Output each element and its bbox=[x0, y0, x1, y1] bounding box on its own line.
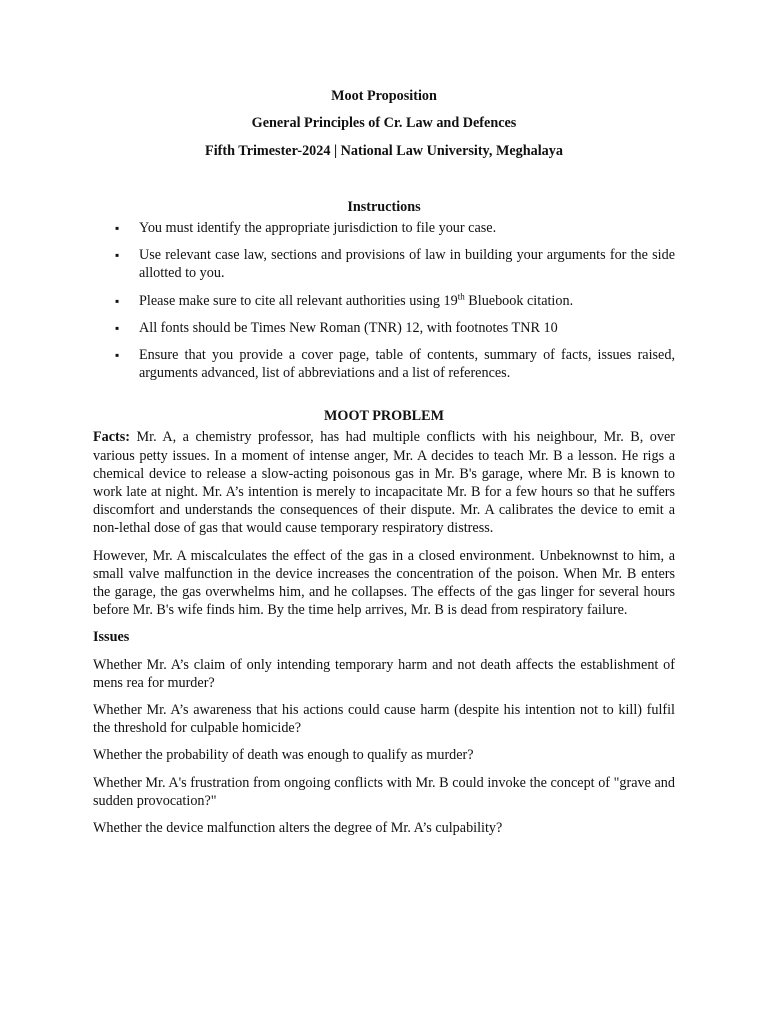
facts-paragraph-2: However, Mr. A miscalculates the effect of the gas in a closed environment. Unbeknownst to him, a small valve malfunction in the device increases the concentration of the poison. When Mr. B enters the garage, the gas overwhelms him, and he collapses. The effects of the gas linger for several hours before Mr. B's wife finds him. By the time help arrives, Mr. B is dead from respiratory failure. bbox=[93, 547, 675, 619]
issues-heading: Issues bbox=[93, 629, 130, 646]
issue-item: Whether Mr. A's frustration from ongoing conflicts with Mr. B could invoke the concept of "grave and sudden provocation?" bbox=[93, 774, 675, 809]
issue-item: Whether the device malfunction alters the degree of Mr. A’s culpability? bbox=[93, 820, 503, 837]
issue-item: Whether the probability of death was enough to qualify as murder? bbox=[93, 747, 474, 764]
instruction-item: ▪ You must identify the appropriate jurisdiction to file your case. bbox=[93, 219, 675, 237]
ordinal-superscript: th bbox=[457, 290, 465, 301]
issue-item: Whether Mr. A’s awareness that his actions could cause harm (despite his intention not to kill) fulfil the threshold for culpable homicide? bbox=[93, 702, 675, 737]
instruction-text: Bluebook citation. bbox=[464, 292, 574, 309]
instruction-text: Please make sure to cite all relevant authorities using 19 bbox=[139, 292, 458, 309]
instruction-item: ▪ Use relevant case law, sections and provisions of law in building your arguments for the side allotted to you. bbox=[93, 246, 675, 282]
facts-text: Mr. A, a chemistry professor, has had multiple conflicts with his neighbour, Mr. B, over various petty issues. In a moment of intense anger, Mr. A decides to teach Mr. B a lesson. He rigs a chemical device to release a slow-acting poisonous gas in Mr. B's garage, where Mr. B is known to work late at night. Mr. A’s intention is merely to incapacitate Mr. B for a few hours so that he suffers discomfort and understands the consequences of their dispute. Mr. A calibrates the device to emit a non-lethal dose of gas that would cause temporary respiratory distress. bbox=[93, 429, 675, 537]
term-institution-line: Fifth Trimester-2024 | National Law University, Meghalaya bbox=[205, 143, 563, 159]
instructions-list bbox=[93, 219, 675, 382]
issue-item: Whether Mr. A’s claim of only intending temporary harm and not death affects the establishment of mens rea for murder? bbox=[93, 656, 675, 691]
instruction-item: ▪ Ensure that you provide a cover page, table of contents, summary of facts, issues raised, arguments advanced, list of abbreviations and a list of references. bbox=[93, 346, 675, 382]
instructions-heading: Instructions bbox=[347, 199, 421, 215]
instruction-item bbox=[93, 292, 675, 310]
facts-label: Facts: bbox=[93, 429, 131, 446]
document-page bbox=[93, 86, 675, 846]
course-subtitle: General Principles of Cr. Law and Defences bbox=[251, 115, 517, 131]
moot-problem-heading: MOOT PROBLEM bbox=[324, 408, 444, 425]
document-title: Moot Proposition bbox=[331, 88, 437, 104]
instruction-item: ▪ All fonts should be Times New Roman (TNR) 12, with footnotes TNR 10 bbox=[93, 319, 675, 337]
facts-paragraph bbox=[93, 428, 675, 537]
